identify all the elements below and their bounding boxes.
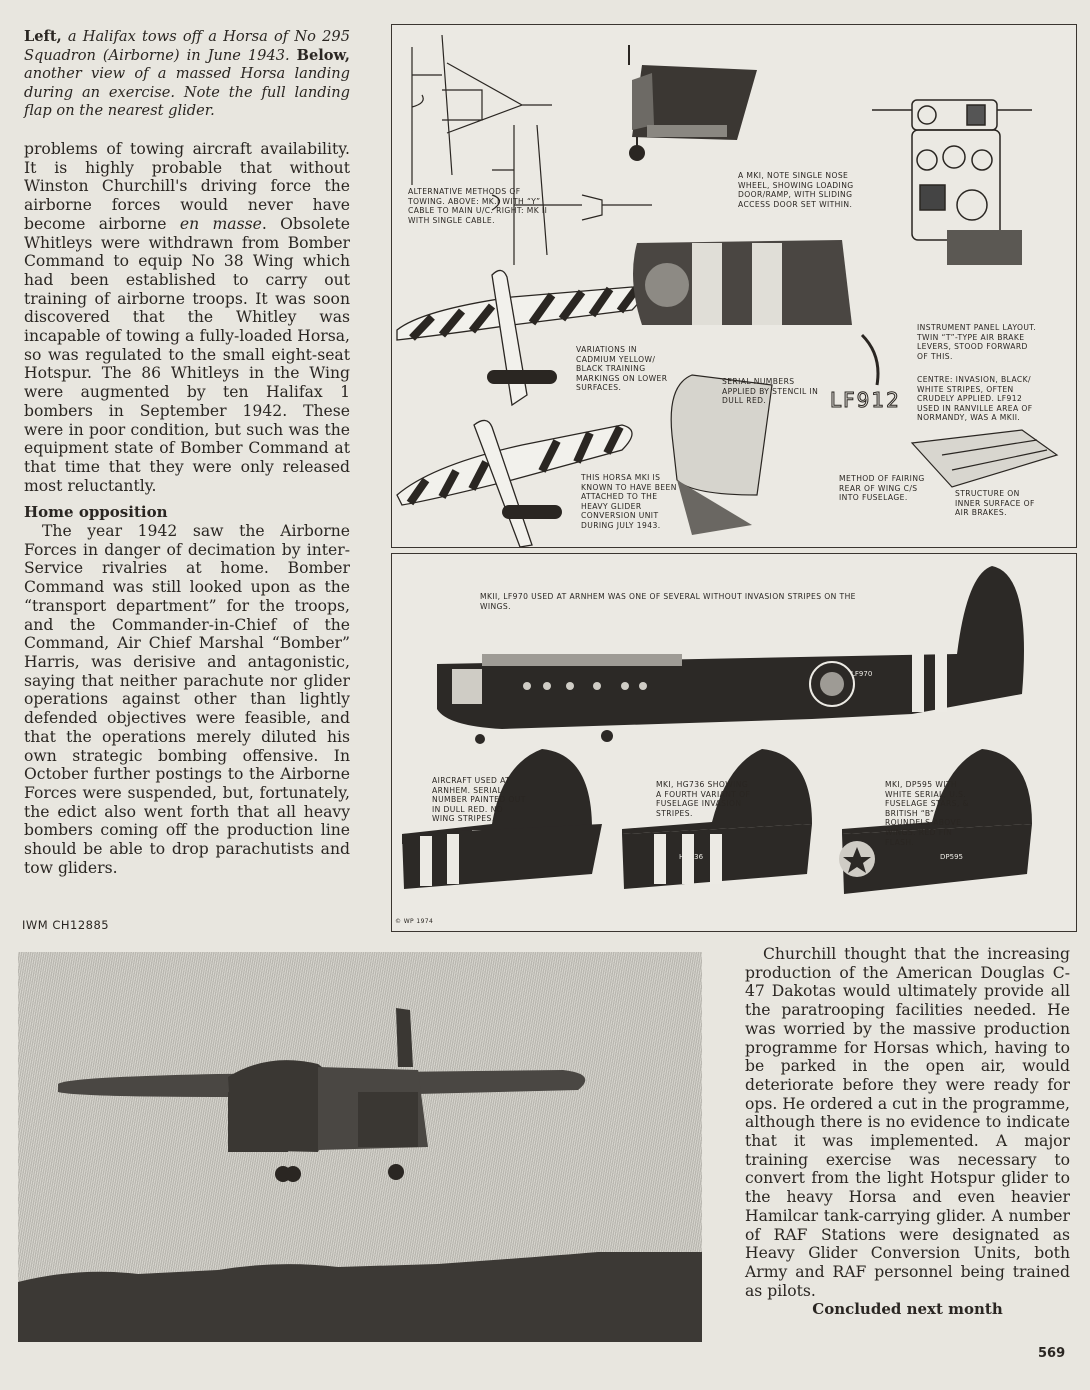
serial-hg736: HG736 — [679, 853, 704, 861]
note-hg736: MKI, HG736 SHOWING A FOURTH VARIANT OF FUSELAGE INVASION STRIPES. — [656, 780, 751, 818]
caption-text-below: another view of a massed Horsa landing during an exercise. Note the full landing flap on the nearest glider. — [24, 65, 350, 120]
note-hgcu-horsa: THIS HORSA MKI IS KNOWN TO HAVE BEEN ATTACHED TO THE HEAVY GLIDER CONVERSION UNIT DURING JULY 1943. — [581, 473, 677, 530]
horsa-glider-photo-image — [18, 952, 702, 1342]
photo-credit: IWM CH12885 — [22, 918, 110, 932]
artist-signature: © WP 1974 — [395, 918, 434, 925]
note-air-brakes: STRUCTURE ON INNER SURFACE OF AIR BRAKES. — [955, 489, 1035, 518]
horsa-nose-sketch-icon — [629, 45, 757, 161]
note-invasion-stripes: CENTRE: INVASION, BLACK/ WHITE STRIPES, OFTEN CRUDELY APPLIED. LF912 USED IN RANVILLE AREA OF NORMANDY, WAS A MKII. — [917, 375, 1033, 423]
para-emphasis: en masse — [179, 214, 262, 233]
serial-stencil-lf912: LF912 — [830, 388, 901, 412]
para-text: . Obsolete Whitleys were withdrawn from Bomber Command to equip No 38 Wing which had been established to carry out training of airborne troops. It was soon discovered that the Whitley was incapable of towing a fully-loaded Horsa, so was regulated to the small eight-seat Hotspur. The 86 Whitleys in the Wing were augmented by ten Halifax 1 bombers in September 1942. These were in poor condition, but such was the equipment state of Bomber Command at that time that they were only released most reluctantly. — [24, 214, 350, 495]
instrument-panel-sketch-icon — [872, 100, 1032, 265]
concluded-next-month: Concluded next month — [812, 1300, 1003, 1319]
page-number: 569 — [1038, 1346, 1066, 1361]
paragraph-home-opposition: The year 1942 saw the Airborne Forces in danger of decimation by inter-Service rivalries at home. Bomber Command was still looked upon as the “transport department” for the troops, and the Commander-in-Chief of the Command, Air Chief Marshal “Bomber” Harris, was derisive and antagonistic, saying that neither parachute nor glider operations against other than lightly defended objectives were feasible, and that the operations merely diluted his own strategic bombing offensive. In October further postings to the Airborne Forces were suspended, but, fortunately, the edict also went forth that all heavy bombers coming off the production line should be able to drop parachutists and tow gliders. — [24, 522, 350, 877]
note-lf970-arnhem: MKII, LF970 USED AT ARNHEM WAS ONE OF SEVERAL WITHOUT INVASION STRIPES ON THE WINGS. — [480, 592, 856, 611]
subheading-home-opposition: Home opposition — [24, 503, 168, 522]
towing-sketch-icon — [412, 35, 652, 265]
para-text: problems of towing aircraft availability. It is highly probable that without Winston Churchill's driving force the airborne forces would never have become airborne — [24, 140, 350, 233]
photo-caption — [24, 28, 350, 121]
note-wing-fairing: METHOD OF FAIRING REAR OF WING C/S INTO FUSELAGE. — [839, 474, 925, 503]
note-towing-methods: ALTERNATIVE METHODS OF TOWING. ABOVE: MK.I WITH “Y” CABLE TO MAIN U/C. RIGHT: MK II WITH SINGLE CABLE. — [408, 187, 548, 225]
paragraph-towing — [24, 140, 350, 495]
serial-lf970: LF970 — [851, 670, 873, 678]
note-nose-wheel: A MKI, NOTE SINGLE NOSE WHEEL, SHOWING LOADING DOOR/RAMP, WITH SLIDING ACCESS DOOR SET WITHIN. — [738, 171, 854, 209]
note-training-markings: VARIATIONS IN CADMIUM YELLOW/ BLACK TRAINING MARKINGS ON LOWER SURFACES. — [576, 345, 668, 393]
serial-dp595: DP595 — [940, 853, 963, 861]
left-column-text — [24, 140, 350, 877]
caption-lead-left: Left, — [24, 28, 62, 45]
horsa-landing-photo — [18, 952, 702, 1342]
note-instrument-panel: INSTRUMENT PANEL LAYOUT. TWIN “T”-TYPE AIR BRAKE LEVERS, STOOD FORWARD OF THIS. — [917, 323, 1037, 361]
note-arnhem-aircraft: AIRCRAFT USED AT ARNHEM. SERIAL NUMBER PAINTED OUT IN DULL RED. NO WING STRIPES. — [432, 776, 526, 824]
air-brake-structure-sketch-icon — [912, 430, 1057, 487]
illustration-panel-profiles — [391, 553, 1077, 932]
note-dp595: MKI, DP595 WITH WHITE SERIAL, U.S. FUSELAGE STARS, & BRITISH “B” ROUNDELS ABOVE WINGS. RED FIN FLASH. — [885, 780, 969, 847]
illustration-panel-details — [391, 24, 1077, 548]
note-serial-numbers: SERIAL NUMBERS APPLIED BY STENCIL IN DULL RED. — [722, 377, 819, 406]
hg736-tail-profile-icon — [622, 749, 812, 889]
right-column-text — [745, 945, 1070, 1319]
caption-text-left: a Halifax tows off a Horsa of No 295 Squadron (Airborne) in June 1943. — [24, 28, 350, 64]
caption-lead-below: Below, — [296, 46, 350, 64]
glider-detail-drawings — [392, 25, 1076, 547]
paragraph-churchill: Churchill thought that the increasing production of the American Douglas C-47 Dakotas would ultimately provide all the paratrooping facilities needed. He was worried by the massive production programme for Horsas which, having to be parked in the open air, would deteriorate before they were ready for ops. He ordered a cut in the programme, although there is no evidence to indicate that it was implemented. A major training exercise was necessary to convert from the light Hotspur glider to the heavy Horsa and even heavier Hamilcar tank-carrying glider. A number of RAF Stations were designated as Heavy Glider Conversion Units, both Army and RAF personnel being trained as pilots. — [745, 945, 1070, 1300]
